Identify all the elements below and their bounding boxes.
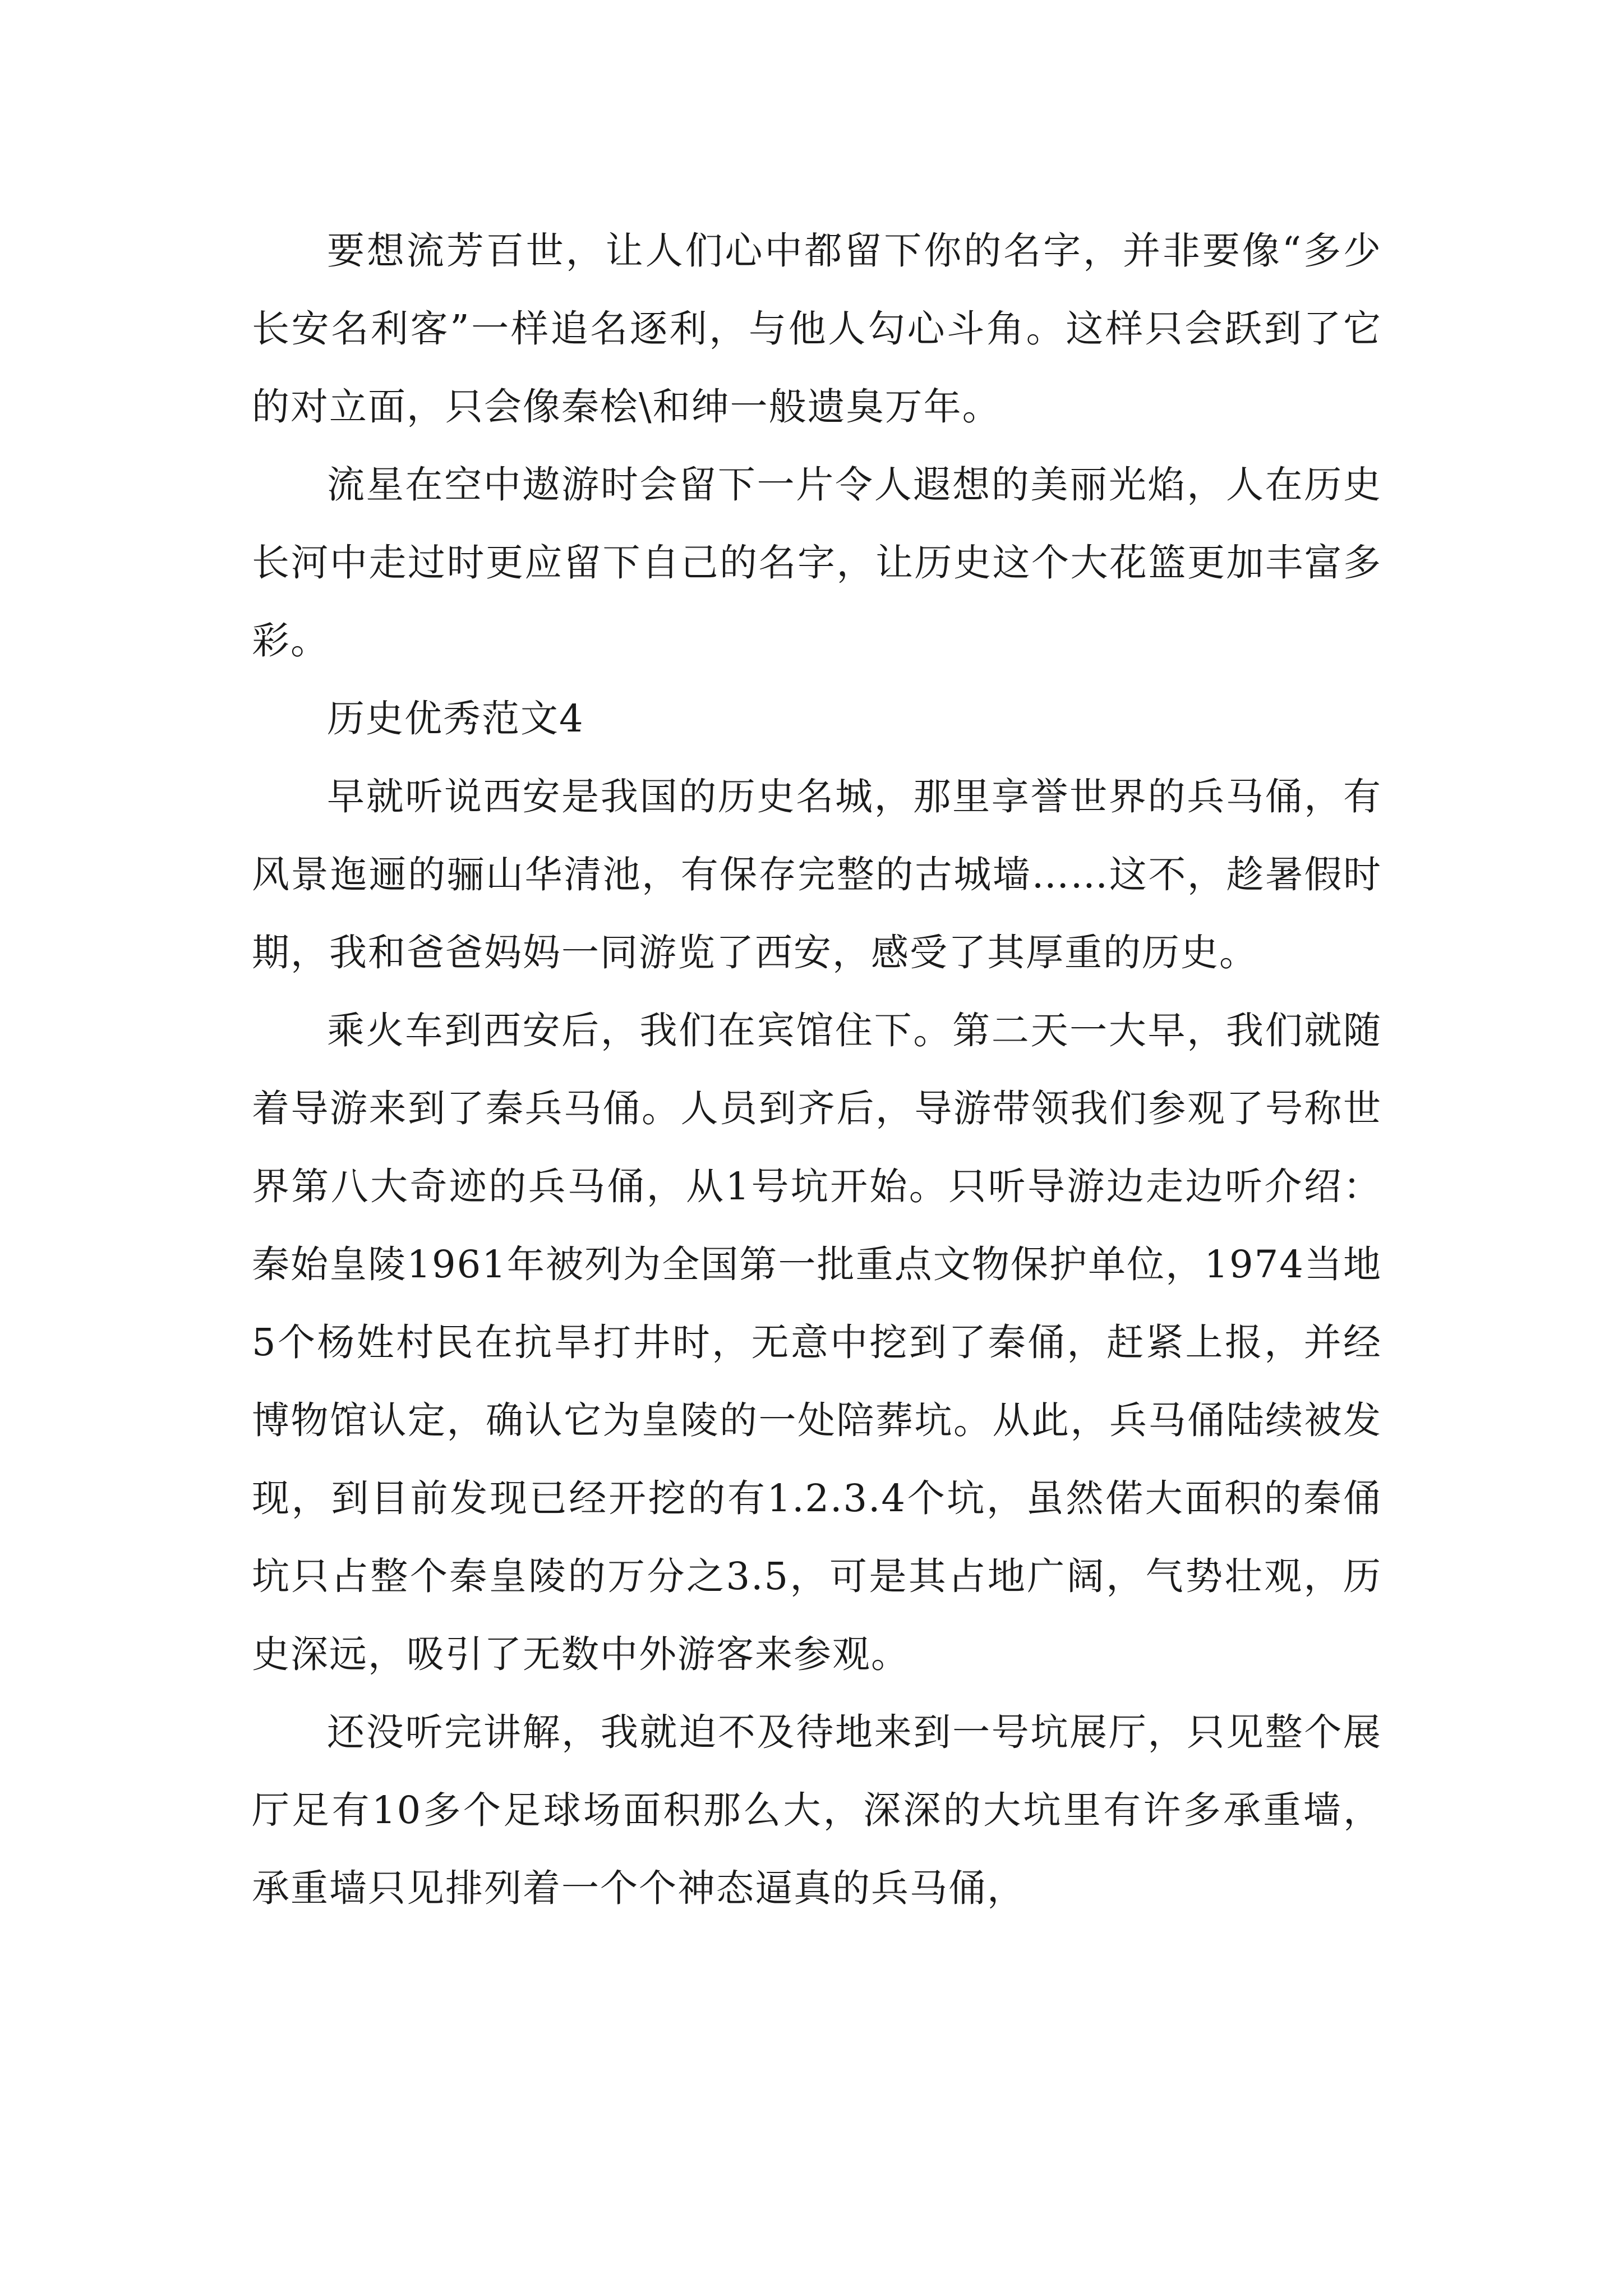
paragraph-meteor: 流星在空中遨游时会留下一片令人遐想的美丽光焰，人在历史长河中走过时更应留下自己的名字，让历史这个大花篮更加丰富多彩。 — [252, 463, 1382, 662]
document-body — [252, 212, 1382, 1927]
paragraph-fame: 要想流芳百世，让人们心中都留下你的名字，并非要像“多少长安名利客”一样追名逐利，与他人勾心斗角。这样只会跃到了它的对立面，只会像秦桧\和绅一般遗臭万年。 — [252, 229, 1382, 429]
paragraph-terracotta-tour: 乘火车到西安后，我们在宾馆住下。第二天一大早，我们就随着导游来到了秦兵马俑。人员到齐后，导游带领我们参观了号称世界第八大奇迹的兵马俑，从1号坑开始。只听导游边走边听介绍：秦始皇陵1961年被列为全国第一批重点文物保护单位，1974当地5个杨姓村民在抗旱打井时，无意中挖到了秦俑，赶紧上报，并经博物馆认定，确认它为皇陵的一处陪葬坑。从此，兵马俑陆续被发现，到目前发现已经开挖的有1.2.3.4个坑，虽然偌大面积的秦俑坑只占整个秦皇陵的万分之3.5，可是其占地广阔，气势壮观，历史深远，吸引了无数中外游客来参观。 — [252, 1009, 1382, 1676]
section-heading: 历史优秀范文4 — [327, 697, 584, 740]
paragraph-xian-intro: 早就听说西安是我国的历史名城，那里享誉世界的兵马俑，有风景迤逦的骊山华清池，有保存完整的古城墙……这不，趁暑假时期，我和爸爸妈妈一同游览了西安，感受了其厚重的历史。 — [252, 775, 1382, 974]
paragraph-pit-one: 还没听完讲解，我就迫不及待地来到一号坑展厅，只见整个展厅足有10多个足球场面积那么大，深深的大坑里有许多承重墙，承重墙只见排列着一个个神态逼真的兵马俑， — [252, 1710, 1382, 1910]
